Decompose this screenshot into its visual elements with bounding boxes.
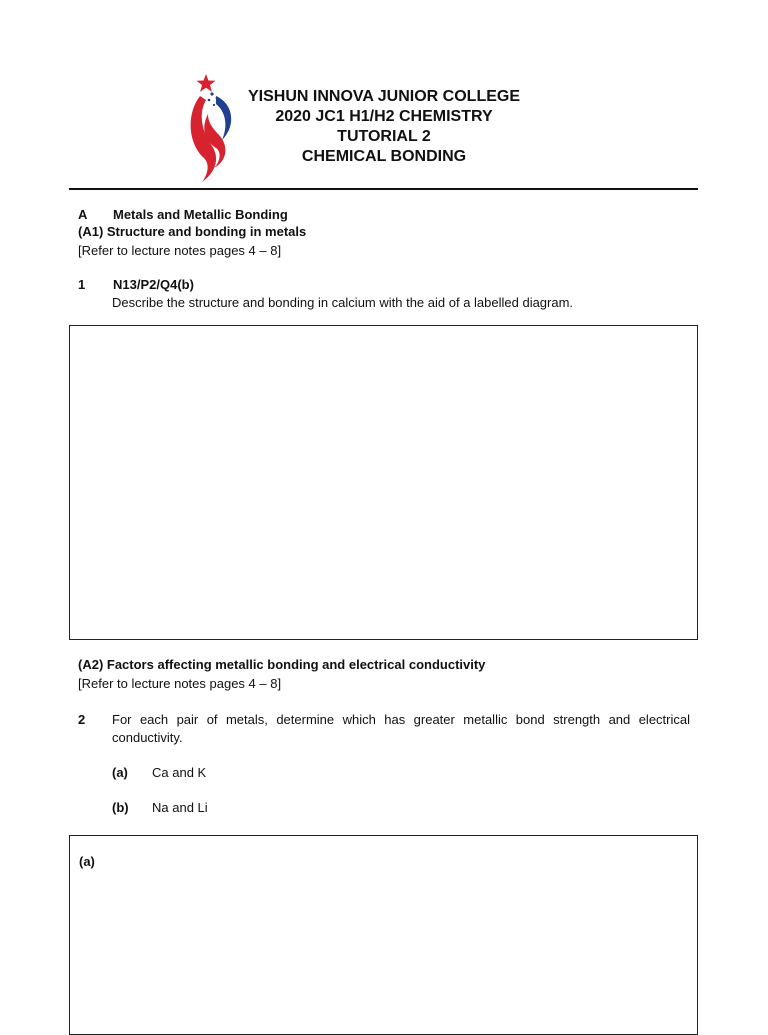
college-name: YISHUN INNOVA JUNIOR COLLEGE xyxy=(247,88,521,105)
subsection-a1-reference: [Refer to lecture notes pages 4 – 8] xyxy=(78,243,282,258)
section-letter: A xyxy=(78,207,88,222)
q1-text: Describe the structure and bonding in calcium with the aid of a labelled diagram. xyxy=(112,295,574,310)
subsection-a2-reference: [Refer to lecture notes pages 4 – 8] xyxy=(78,676,282,691)
section-title: Metals and Metallic Bonding xyxy=(113,207,288,222)
q2-number: 2 xyxy=(78,712,86,727)
q1-code: N13/P2/Q4(b) xyxy=(113,277,194,292)
q1-number: 1 xyxy=(78,277,86,292)
q2-text: For each pair of metals, determine which has greater metallic bond strength and electrical conductivity. xyxy=(112,712,690,745)
header-divider xyxy=(69,188,698,190)
q2-part-b-text: Na and Li xyxy=(152,800,208,815)
q1-answer-box[interactable] xyxy=(69,325,698,640)
topic-title: CHEMICAL BONDING xyxy=(301,148,467,165)
subsection-a1-title: (A1) Structure and bonding in metals xyxy=(78,224,307,239)
q2-part-b-label: (b) xyxy=(112,800,129,815)
q2-part-a-text: Ca and K xyxy=(152,765,207,780)
course-title: 2020 JC1 H1/H2 CHEMISTRY xyxy=(275,108,493,125)
q2-part-a-label: (a) xyxy=(112,765,128,780)
q2-answer-box[interactable] xyxy=(69,835,698,1035)
tutorial-number: TUTORIAL 2 xyxy=(337,128,431,145)
q2-answer-label: (a) xyxy=(79,854,95,869)
subsection-a2-title: (A2) Factors affecting metallic bonding and electrical conductivity xyxy=(78,657,486,672)
